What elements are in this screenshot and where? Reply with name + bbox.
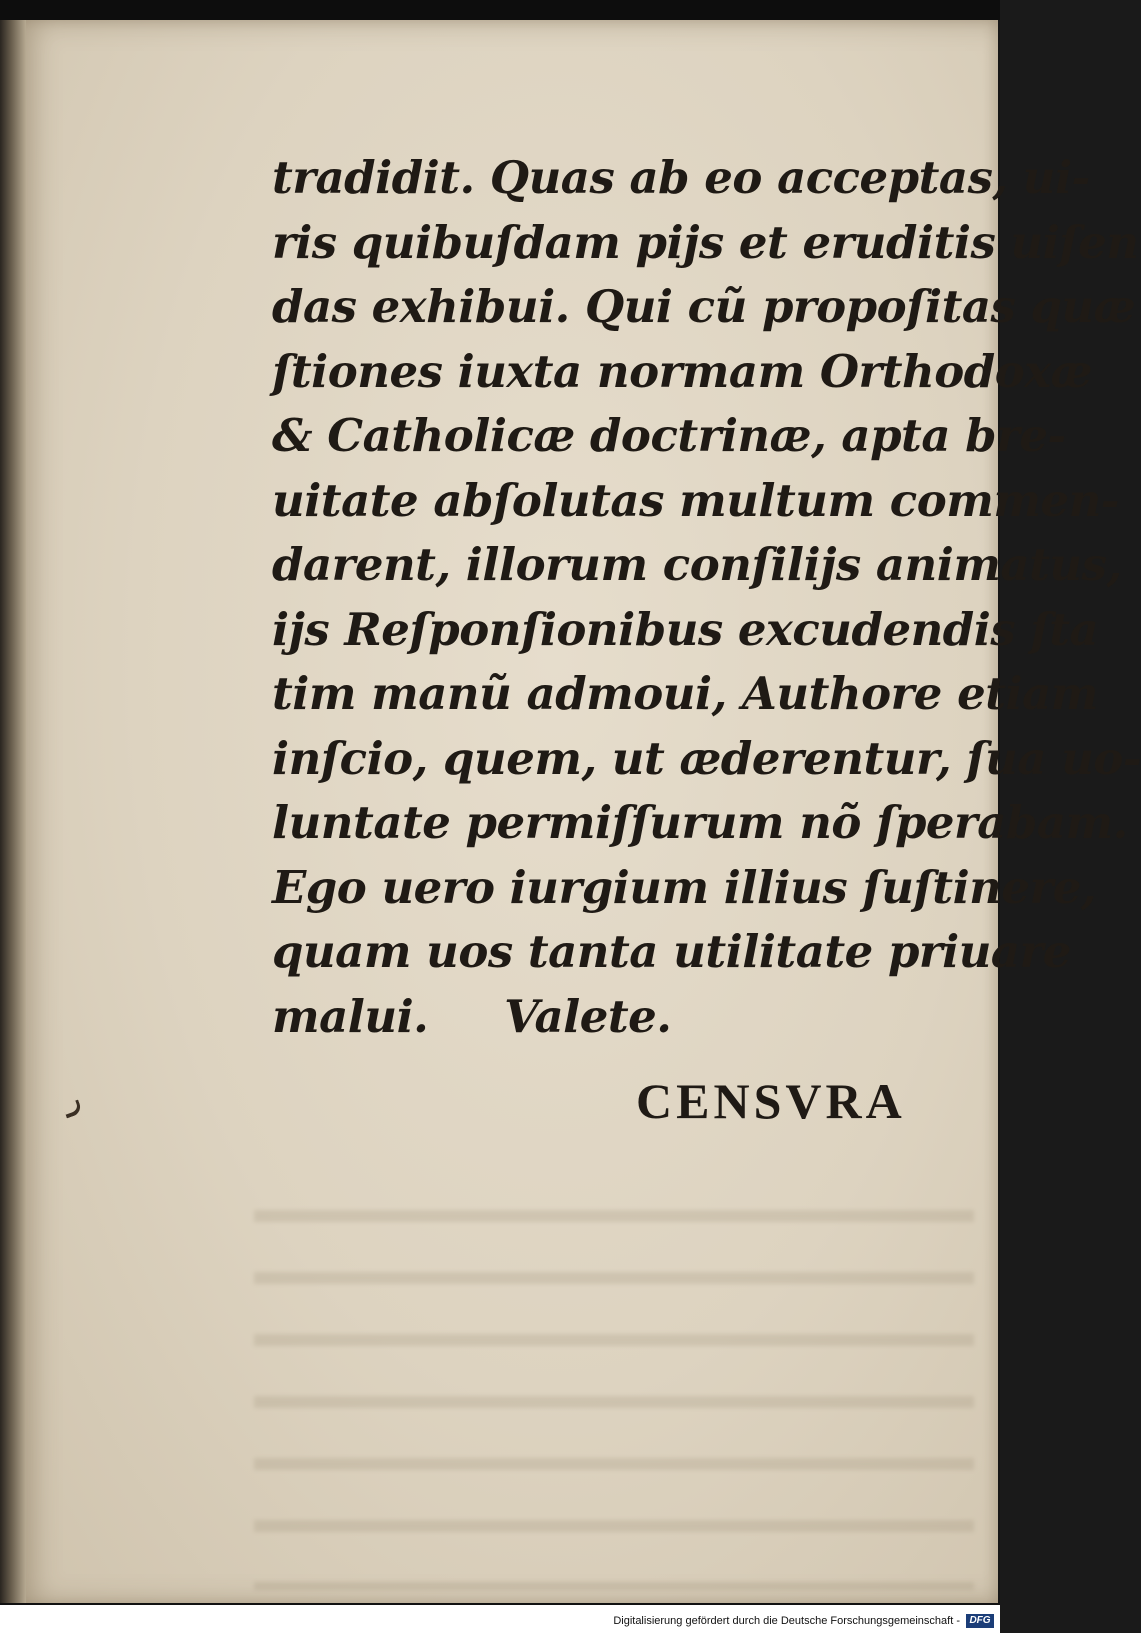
- book-gutter: [0, 20, 26, 1605]
- text-line: quam uos tanta utilitate priuare: [272, 925, 1071, 978]
- text-line: inſcio, quem, ut æderentur, ſua uo-: [272, 731, 1141, 785]
- footer-bar: [0, 1603, 1000, 1633]
- text-line: ſtiones iuxta normam Orthodoxæ: [272, 344, 1093, 398]
- text-line: ris quibuſdam pijs et eruditis uiſen: [272, 215, 1139, 269]
- text-line: tim manũ admoui, Authore etiam: [272, 667, 1098, 720]
- text-line: malui. Valete.: [272, 989, 672, 1043]
- top-border: [0, 0, 1000, 20]
- text-line: tradidit. Quas ab eo acceptas, ui-: [272, 151, 1090, 204]
- text-line: Ego uero iurgium illius ſuſtinere,: [272, 860, 1097, 914]
- dfg-logo-icon: DFG: [966, 1614, 994, 1628]
- text-line: & Catholicæ doctrinæ, apta bre-: [272, 409, 1066, 462]
- body-text: [272, 146, 1141, 1049]
- funding-credit: Digitalisierung gefördert durch die Deutsche Forschungsgemeinschaft -: [613, 1615, 960, 1627]
- catchword: CENSVRA: [636, 1073, 906, 1129]
- ink-mark: [62, 1100, 83, 1119]
- text-line: darent, illorum conſilijs animatus,: [272, 538, 1122, 591]
- text-line: das exhibui. Qui cũ propoſitas quæ: [272, 280, 1136, 333]
- text-line: ijs Reſponſionibus excudendis ſta: [272, 602, 1099, 656]
- text-line: uitate abſolutas multum commen-: [272, 473, 1119, 527]
- text-line: luntate permiſſurum nõ ſperabam.: [272, 796, 1128, 849]
- show-through-text: [254, 1170, 974, 1590]
